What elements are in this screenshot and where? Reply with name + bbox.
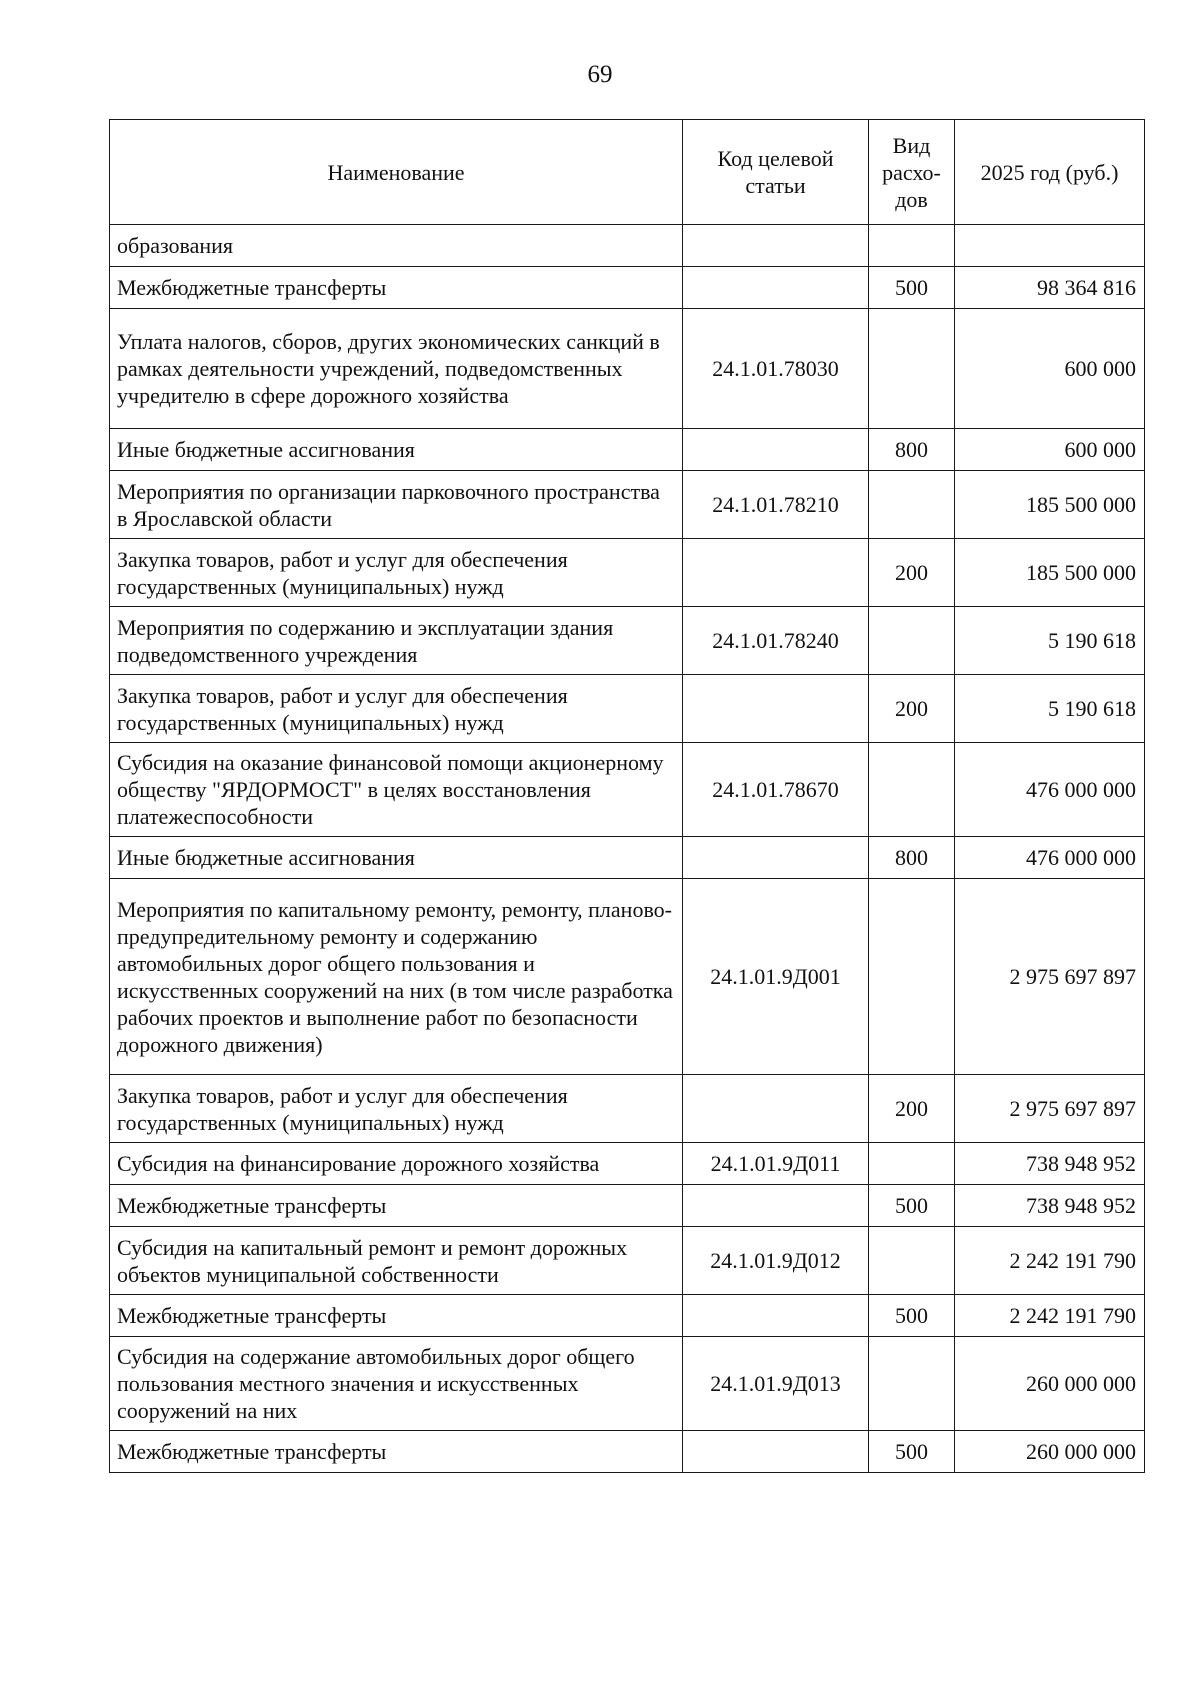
cell-amount: 476 000 000 bbox=[955, 837, 1145, 879]
cell-code: 24.1.01.78030 bbox=[683, 309, 869, 429]
cell-type: 500 bbox=[869, 1431, 955, 1473]
cell-code: 24.1.01.9Д011 bbox=[683, 1143, 869, 1185]
table-header-row bbox=[110, 120, 1145, 225]
cell-code bbox=[683, 1295, 869, 1337]
cell-amount: 600 000 bbox=[955, 429, 1145, 471]
cell-amount: 600 000 bbox=[955, 309, 1145, 429]
cell-name: Межбюджетные трансферты bbox=[110, 1431, 683, 1473]
cell-code: 24.1.01.78240 bbox=[683, 607, 869, 675]
cell-amount: 185 500 000 bbox=[955, 539, 1145, 607]
table-row bbox=[110, 225, 1145, 267]
cell-type bbox=[869, 309, 955, 429]
cell-type bbox=[869, 607, 955, 675]
cell-name: Межбюджетные трансферты bbox=[110, 1295, 683, 1337]
cell-code: 24.1.01.9Д001 bbox=[683, 879, 869, 1075]
cell-type bbox=[869, 879, 955, 1075]
table-row bbox=[110, 607, 1145, 675]
table-row bbox=[110, 675, 1145, 743]
table-row bbox=[110, 1431, 1145, 1473]
cell-amount: 738 948 952 bbox=[955, 1143, 1145, 1185]
cell-name: Межбюджетные трансферты bbox=[110, 1185, 683, 1227]
cell-code bbox=[683, 267, 869, 309]
cell-type bbox=[869, 1337, 955, 1431]
cell-type: 500 bbox=[869, 1295, 955, 1337]
table-row bbox=[110, 309, 1145, 429]
cell-type bbox=[869, 225, 955, 267]
cell-name: Закупка товаров, работ и услуг для обеспечения государственных (муниципальных) нужд bbox=[110, 1075, 683, 1143]
cell-type bbox=[869, 743, 955, 837]
table-row bbox=[110, 1227, 1145, 1295]
cell-name: Субсидия на содержание автомобильных дорог общего пользования местного значения и искусственных сооружений на них bbox=[110, 1337, 683, 1431]
cell-amount: 260 000 000 bbox=[955, 1431, 1145, 1473]
table-row bbox=[110, 837, 1145, 879]
cell-name: Закупка товаров, работ и услуг для обеспечения государственных (муниципальных) нужд bbox=[110, 539, 683, 607]
cell-amount: 98 364 816 bbox=[955, 267, 1145, 309]
cell-amount: 5 190 618 bbox=[955, 607, 1145, 675]
header-amount: 2025 год (руб.) bbox=[955, 120, 1145, 225]
cell-code bbox=[683, 1185, 869, 1227]
cell-code bbox=[683, 1431, 869, 1473]
table-row bbox=[110, 1337, 1145, 1431]
table-row bbox=[110, 267, 1145, 309]
table-row bbox=[110, 1075, 1145, 1143]
cell-name: Иные бюджетные ассигнования bbox=[110, 837, 683, 879]
cell-type: 200 bbox=[869, 1075, 955, 1143]
table-body bbox=[110, 225, 1145, 1473]
table-row bbox=[110, 1295, 1145, 1337]
cell-name: Уплата налогов, сборов, других экономических санкций в рамках деятельности учреждений, подведомственных учредителю в сфере дорожного хозяйства bbox=[110, 309, 683, 429]
cell-type: 200 bbox=[869, 539, 955, 607]
cell-code bbox=[683, 429, 869, 471]
cell-code: 24.1.01.78210 bbox=[683, 471, 869, 539]
header-name: Наименование bbox=[110, 120, 683, 225]
cell-amount: 5 190 618 bbox=[955, 675, 1145, 743]
table-row bbox=[110, 429, 1145, 471]
cell-code: 24.1.01.9Д012 bbox=[683, 1227, 869, 1295]
cell-name: Иные бюджетные ассигнования bbox=[110, 429, 683, 471]
cell-amount: 260 000 000 bbox=[955, 1337, 1145, 1431]
table-row bbox=[110, 1143, 1145, 1185]
cell-name: Закупка товаров, работ и услуг для обеспечения государственных (муниципальных) нужд bbox=[110, 675, 683, 743]
cell-type: 500 bbox=[869, 267, 955, 309]
cell-type bbox=[869, 1143, 955, 1185]
cell-code bbox=[683, 539, 869, 607]
cell-name: Мероприятия по организации парковочного пространства в Ярославской области bbox=[110, 471, 683, 539]
cell-code: 24.1.01.9Д013 bbox=[683, 1337, 869, 1431]
cell-code bbox=[683, 1075, 869, 1143]
cell-type: 500 bbox=[869, 1185, 955, 1227]
header-code: Код целевой статьи bbox=[683, 120, 869, 225]
table-row bbox=[110, 879, 1145, 1075]
cell-name: Межбюджетные трансферты bbox=[110, 267, 683, 309]
cell-code bbox=[683, 675, 869, 743]
cell-amount: 2 975 697 897 bbox=[955, 1075, 1145, 1143]
cell-name: Субсидия на финансирование дорожного хозяйства bbox=[110, 1143, 683, 1185]
cell-code: 24.1.01.78670 bbox=[683, 743, 869, 837]
table-row bbox=[110, 1185, 1145, 1227]
cell-type: 200 bbox=[869, 675, 955, 743]
table-row bbox=[110, 539, 1145, 607]
table-row bbox=[110, 471, 1145, 539]
budget-table bbox=[109, 119, 1145, 1473]
cell-name: Мероприятия по содержанию и эксплуатации здания подведомственного учреждения bbox=[110, 607, 683, 675]
cell-name: Субсидия на капитальный ремонт и ремонт дорожных объектов муниципальной собственности bbox=[110, 1227, 683, 1295]
header-type: Вид расхо-дов bbox=[869, 120, 955, 225]
cell-amount: 2 975 697 897 bbox=[955, 879, 1145, 1075]
cell-amount: 185 500 000 bbox=[955, 471, 1145, 539]
cell-amount: 476 000 000 bbox=[955, 743, 1145, 837]
cell-type: 800 bbox=[869, 429, 955, 471]
cell-name: Мероприятия по капитальному ремонту, ремонту, планово-предупредительному ремонту и содержанию автомобильных дорог общего пользования и искусственных сооружений на них (в том числе разработка рабочих проектов и выполнение работ по безопасности дорожного движения) bbox=[110, 879, 683, 1075]
cell-amount: 2 242 191 790 bbox=[955, 1295, 1145, 1337]
cell-amount: 738 948 952 bbox=[955, 1185, 1145, 1227]
cell-type bbox=[869, 1227, 955, 1295]
cell-name: Субсидия на оказание финансовой помощи акционерному обществу "ЯРДОРМОСТ" в целях восстановления платежеспособности bbox=[110, 743, 683, 837]
table-row bbox=[110, 743, 1145, 837]
cell-type: 800 bbox=[869, 837, 955, 879]
page-number: 69 bbox=[587, 61, 613, 88]
cell-name: образования bbox=[110, 225, 683, 267]
cell-amount bbox=[955, 225, 1145, 267]
cell-type bbox=[869, 471, 955, 539]
cell-code bbox=[683, 837, 869, 879]
cell-amount: 2 242 191 790 bbox=[955, 1227, 1145, 1295]
cell-code bbox=[683, 225, 869, 267]
